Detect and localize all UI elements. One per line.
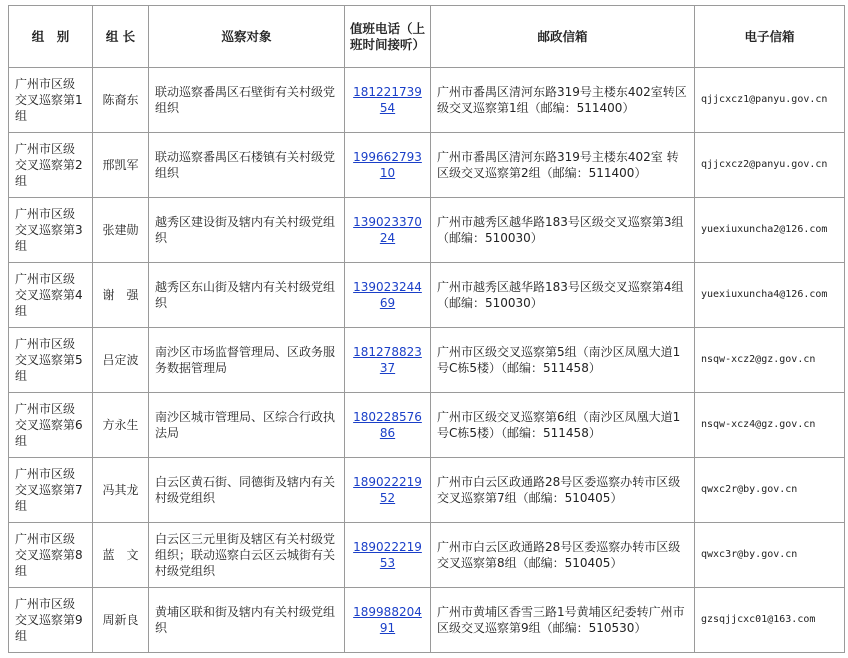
group-name-cell: 广州市区级交叉巡察第9组 [9,588,93,653]
inspection-target-cell: 白云区三元里街及辖区有关村级党组织；联动巡察白云区云城街有关村级党组织 [149,523,345,588]
email-address-cell: qjjcxcz1@panyu.gov.cn [695,68,845,133]
leader-name-cell: 谢 强 [93,263,149,328]
inspection-target-cell: 南沙区市场监督管理局、区政务服务数据管理局 [149,328,345,393]
group-name-cell: 广州市区级交叉巡察第3组 [9,198,93,263]
inspection-groups-table [8,5,845,653]
table-row [9,328,845,393]
group-name-cell: 广州市区级交叉巡察第2组 [9,133,93,198]
postal-address-cell: 广州市区级交叉巡察第6组（南沙区凤凰大道1号C栋5楼）（邮编：511458） [431,393,695,458]
header-phone: 值班电话（上班时间接听） [345,6,431,68]
header-leader: 组 长 [93,6,149,68]
table-body [9,68,845,653]
header-email: 电子信箱 [695,6,845,68]
email-address-cell: yuexiuxuncha4@126.com [695,263,845,328]
duty-phone-cell [345,523,431,588]
duty-phone-cell [345,263,431,328]
group-name-cell: 广州市区级交叉巡察第5组 [9,328,93,393]
duty-phone-link[interactable]: 18122173954 [353,85,422,115]
leader-name-cell: 蓝 文 [93,523,149,588]
inspection-target-cell: 联动巡察番禺区石壁街有关村级党组织 [149,68,345,133]
postal-address-cell: 广州市越秀区越华路183号区级交叉巡察第4组（邮编：510030） [431,263,695,328]
email-address-cell: nsqw-xcz2@gz.gov.cn [695,328,845,393]
table-row [9,263,845,328]
inspection-target-cell: 越秀区建设街及辖内有关村级党组织 [149,198,345,263]
leader-name-cell: 张建勋 [93,198,149,263]
inspection-target-cell: 白云区黄石街、同德街及辖内有关村级党组织 [149,458,345,523]
email-address-cell: qwxc3r@by.gov.cn [695,523,845,588]
duty-phone-cell [345,68,431,133]
group-name-cell: 广州市区级交叉巡察第8组 [9,523,93,588]
duty-phone-link[interactable]: 18902221953 [353,540,422,570]
email-address-cell: qjjcxcz2@panyu.gov.cn [695,133,845,198]
header-target: 巡察对象 [149,6,345,68]
postal-address-cell: 广州市白云区政通路28号区委巡察办转市区级交叉巡察第7组（邮编：510405） [431,458,695,523]
postal-address-cell: 广州市黄埔区香雪三路1号黄埔区纪委转广州市区级交叉巡察第9组（邮编：510530） [431,588,695,653]
table-row [9,198,845,263]
group-name-cell: 广州市区级交叉巡察第7组 [9,458,93,523]
leader-name-cell: 周新良 [93,588,149,653]
group-name-cell: 广州市区级交叉巡察第6组 [9,393,93,458]
leader-name-cell: 冯其龙 [93,458,149,523]
header-group: 组 别 [9,6,93,68]
leader-name-cell: 吕定波 [93,328,149,393]
leader-name-cell: 邢凯军 [93,133,149,198]
inspection-target-cell: 越秀区东山街及辖内有关村级党组织 [149,263,345,328]
postal-address-cell: 广州市番禺区清河东路319号主楼东402室转区级交叉巡察第1组（邮编：511400） [431,68,695,133]
duty-phone-cell [345,328,431,393]
table-row [9,523,845,588]
leader-name-cell: 陈裔东 [93,68,149,133]
duty-phone-cell [345,458,431,523]
table-row [9,458,845,523]
table-row [9,588,845,653]
leader-name-cell: 方永生 [93,393,149,458]
duty-phone-link[interactable]: 18998820491 [353,605,422,635]
duty-phone-link[interactable]: 13902337024 [353,215,422,245]
duty-phone-link[interactable]: 18902221952 [353,475,422,505]
inspection-target-cell: 黄埔区联和街及辖内有关村级党组织 [149,588,345,653]
postal-address-cell: 广州市番禺区清河东路319号主楼东402室 转区级交叉巡察第2组（邮编：511400） [431,133,695,198]
header-row [9,6,845,68]
postal-address-cell: 广州市区级交叉巡察第5组（南沙区凤凰大道1号C栋5楼）（邮编：511458） [431,328,695,393]
inspection-target-cell: 联动巡察番禺区石楼镇有关村级党组织 [149,133,345,198]
email-address-cell: qwxc2r@by.gov.cn [695,458,845,523]
duty-phone-link[interactable]: 18127882337 [353,345,422,375]
duty-phone-cell [345,133,431,198]
email-address-cell: gzsqjjcxc01@163.com [695,588,845,653]
duty-phone-link[interactable]: 13902324469 [353,280,422,310]
inspection-target-cell: 南沙区城市管理局、区综合行政执法局 [149,393,345,458]
group-name-cell: 广州市区级交叉巡察第4组 [9,263,93,328]
table-row [9,68,845,133]
table-row [9,393,845,458]
duty-phone-link[interactable]: 18022857686 [353,410,422,440]
duty-phone-cell [345,393,431,458]
duty-phone-link[interactable]: 19966279310 [353,150,422,180]
header-postal: 邮政信箱 [431,6,695,68]
postal-address-cell: 广州市白云区政通路28号区委巡察办转市区级交叉巡察第8组（邮编：510405） [431,523,695,588]
duty-phone-cell [345,588,431,653]
postal-address-cell: 广州市越秀区越华路183号区级交叉巡察第3组（邮编：510030） [431,198,695,263]
duty-phone-cell [345,198,431,263]
email-address-cell: yuexiuxuncha2@126.com [695,198,845,263]
email-address-cell: nsqw-xcz4@gz.gov.cn [695,393,845,458]
group-name-cell: 广州市区级交叉巡察第1组 [9,68,93,133]
table-row [9,133,845,198]
